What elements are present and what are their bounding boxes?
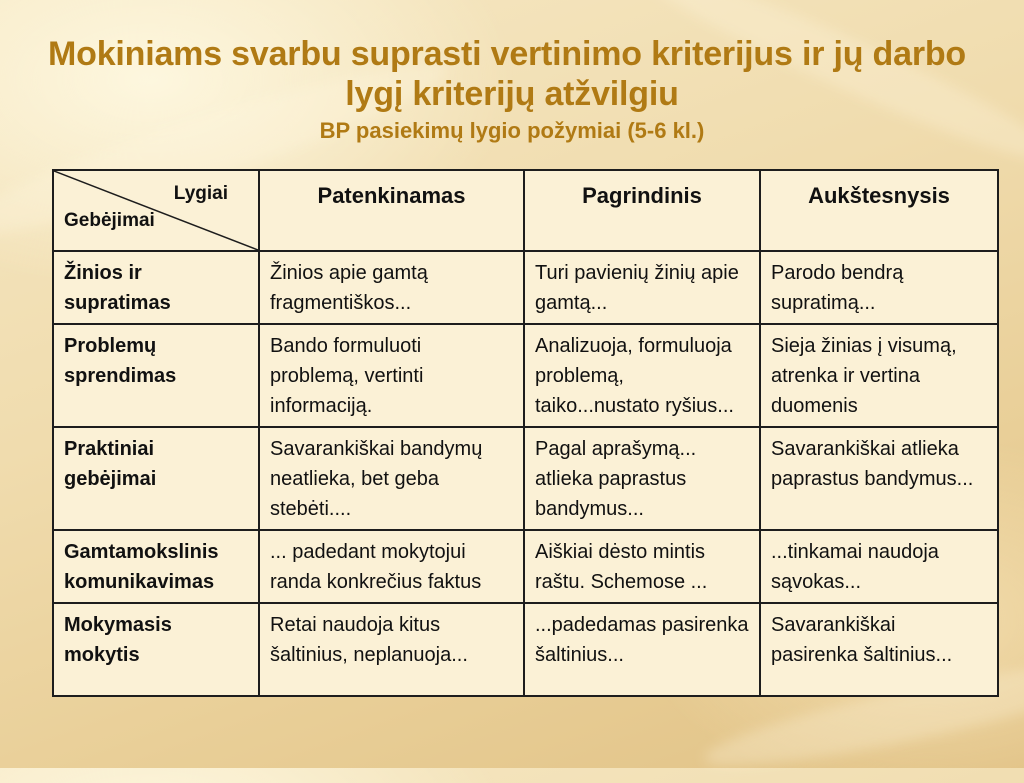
table-row xyxy=(53,251,998,324)
corner-abilities-label: Gebėjimai xyxy=(64,210,155,231)
row-header: Žinios ir supratimas xyxy=(53,251,259,324)
row-header: Problemų sprendimas xyxy=(53,324,259,427)
column-header: Patenkinamas xyxy=(259,170,524,251)
table-row xyxy=(53,603,998,696)
table-cell: Pagal aprašymą... atlieka paprastus bandymus... xyxy=(524,427,760,530)
table-row xyxy=(53,530,998,603)
slide-title-line-2: lygį kriterijų atžvilgiu xyxy=(345,75,679,113)
table-cell: ...tinkamai naudoja sąvokas... xyxy=(760,530,998,603)
table-cell: Parodo bendrą supratimą... xyxy=(760,251,998,324)
slide-title-line-1: Mokiniams svarbu suprasti vertinimo kriterijus ir jų darbo xyxy=(48,35,966,73)
row-header: Gamtamokslinis komunikavimas xyxy=(53,530,259,603)
table-cell: Analizuoja, formuluoja problemą, taiko...nustato ryšius... xyxy=(524,324,760,427)
table-cell: Turi pavienių žinių apie gamtą... xyxy=(524,251,760,324)
criteria-table xyxy=(52,169,999,697)
table-cell: ... padedant mokytojui randa konkrečius faktus xyxy=(259,530,524,603)
table-cell: Žinios apie gamtą fragmentiškos... xyxy=(259,251,524,324)
row-header: Mokymasis mokytis xyxy=(53,603,259,696)
table-cell: Savarankiškai bandymų neatlieka, bet geba stebėti.... xyxy=(259,427,524,530)
table-cell: Retai naudoja kitus šaltinius, neplanuoja... xyxy=(259,603,524,696)
table-cell: Sieja žinias į visumą, atrenka ir vertina duomenis xyxy=(760,324,998,427)
slide-subtitle: BP pasiekimų lygio požymiai (5-6 kl.) xyxy=(319,118,705,143)
table-cell: ...padedamas pasirenka šaltinius... xyxy=(524,603,760,696)
slide-header xyxy=(0,34,1024,145)
table-cell: Savarankiškai pasirenka šaltinius... xyxy=(760,603,998,696)
table-row xyxy=(53,324,998,427)
table-cell: Savarankiškai atlieka paprastus bandymus... xyxy=(760,427,998,530)
table-row xyxy=(53,427,998,530)
table-header-row xyxy=(53,170,998,251)
row-header: Praktiniai gebėjimai xyxy=(53,427,259,530)
corner-cell xyxy=(53,170,259,251)
column-header: Pagrindinis xyxy=(524,170,760,251)
corner-levels-label: Lygiai xyxy=(173,183,228,204)
table-cell: Aiškiai dėsto mintis raštu. Schemose ... xyxy=(524,530,760,603)
column-header: Aukštesnysis xyxy=(760,170,998,251)
table-cell: Bando formuluoti problemą, vertinti informaciją. xyxy=(259,324,524,427)
